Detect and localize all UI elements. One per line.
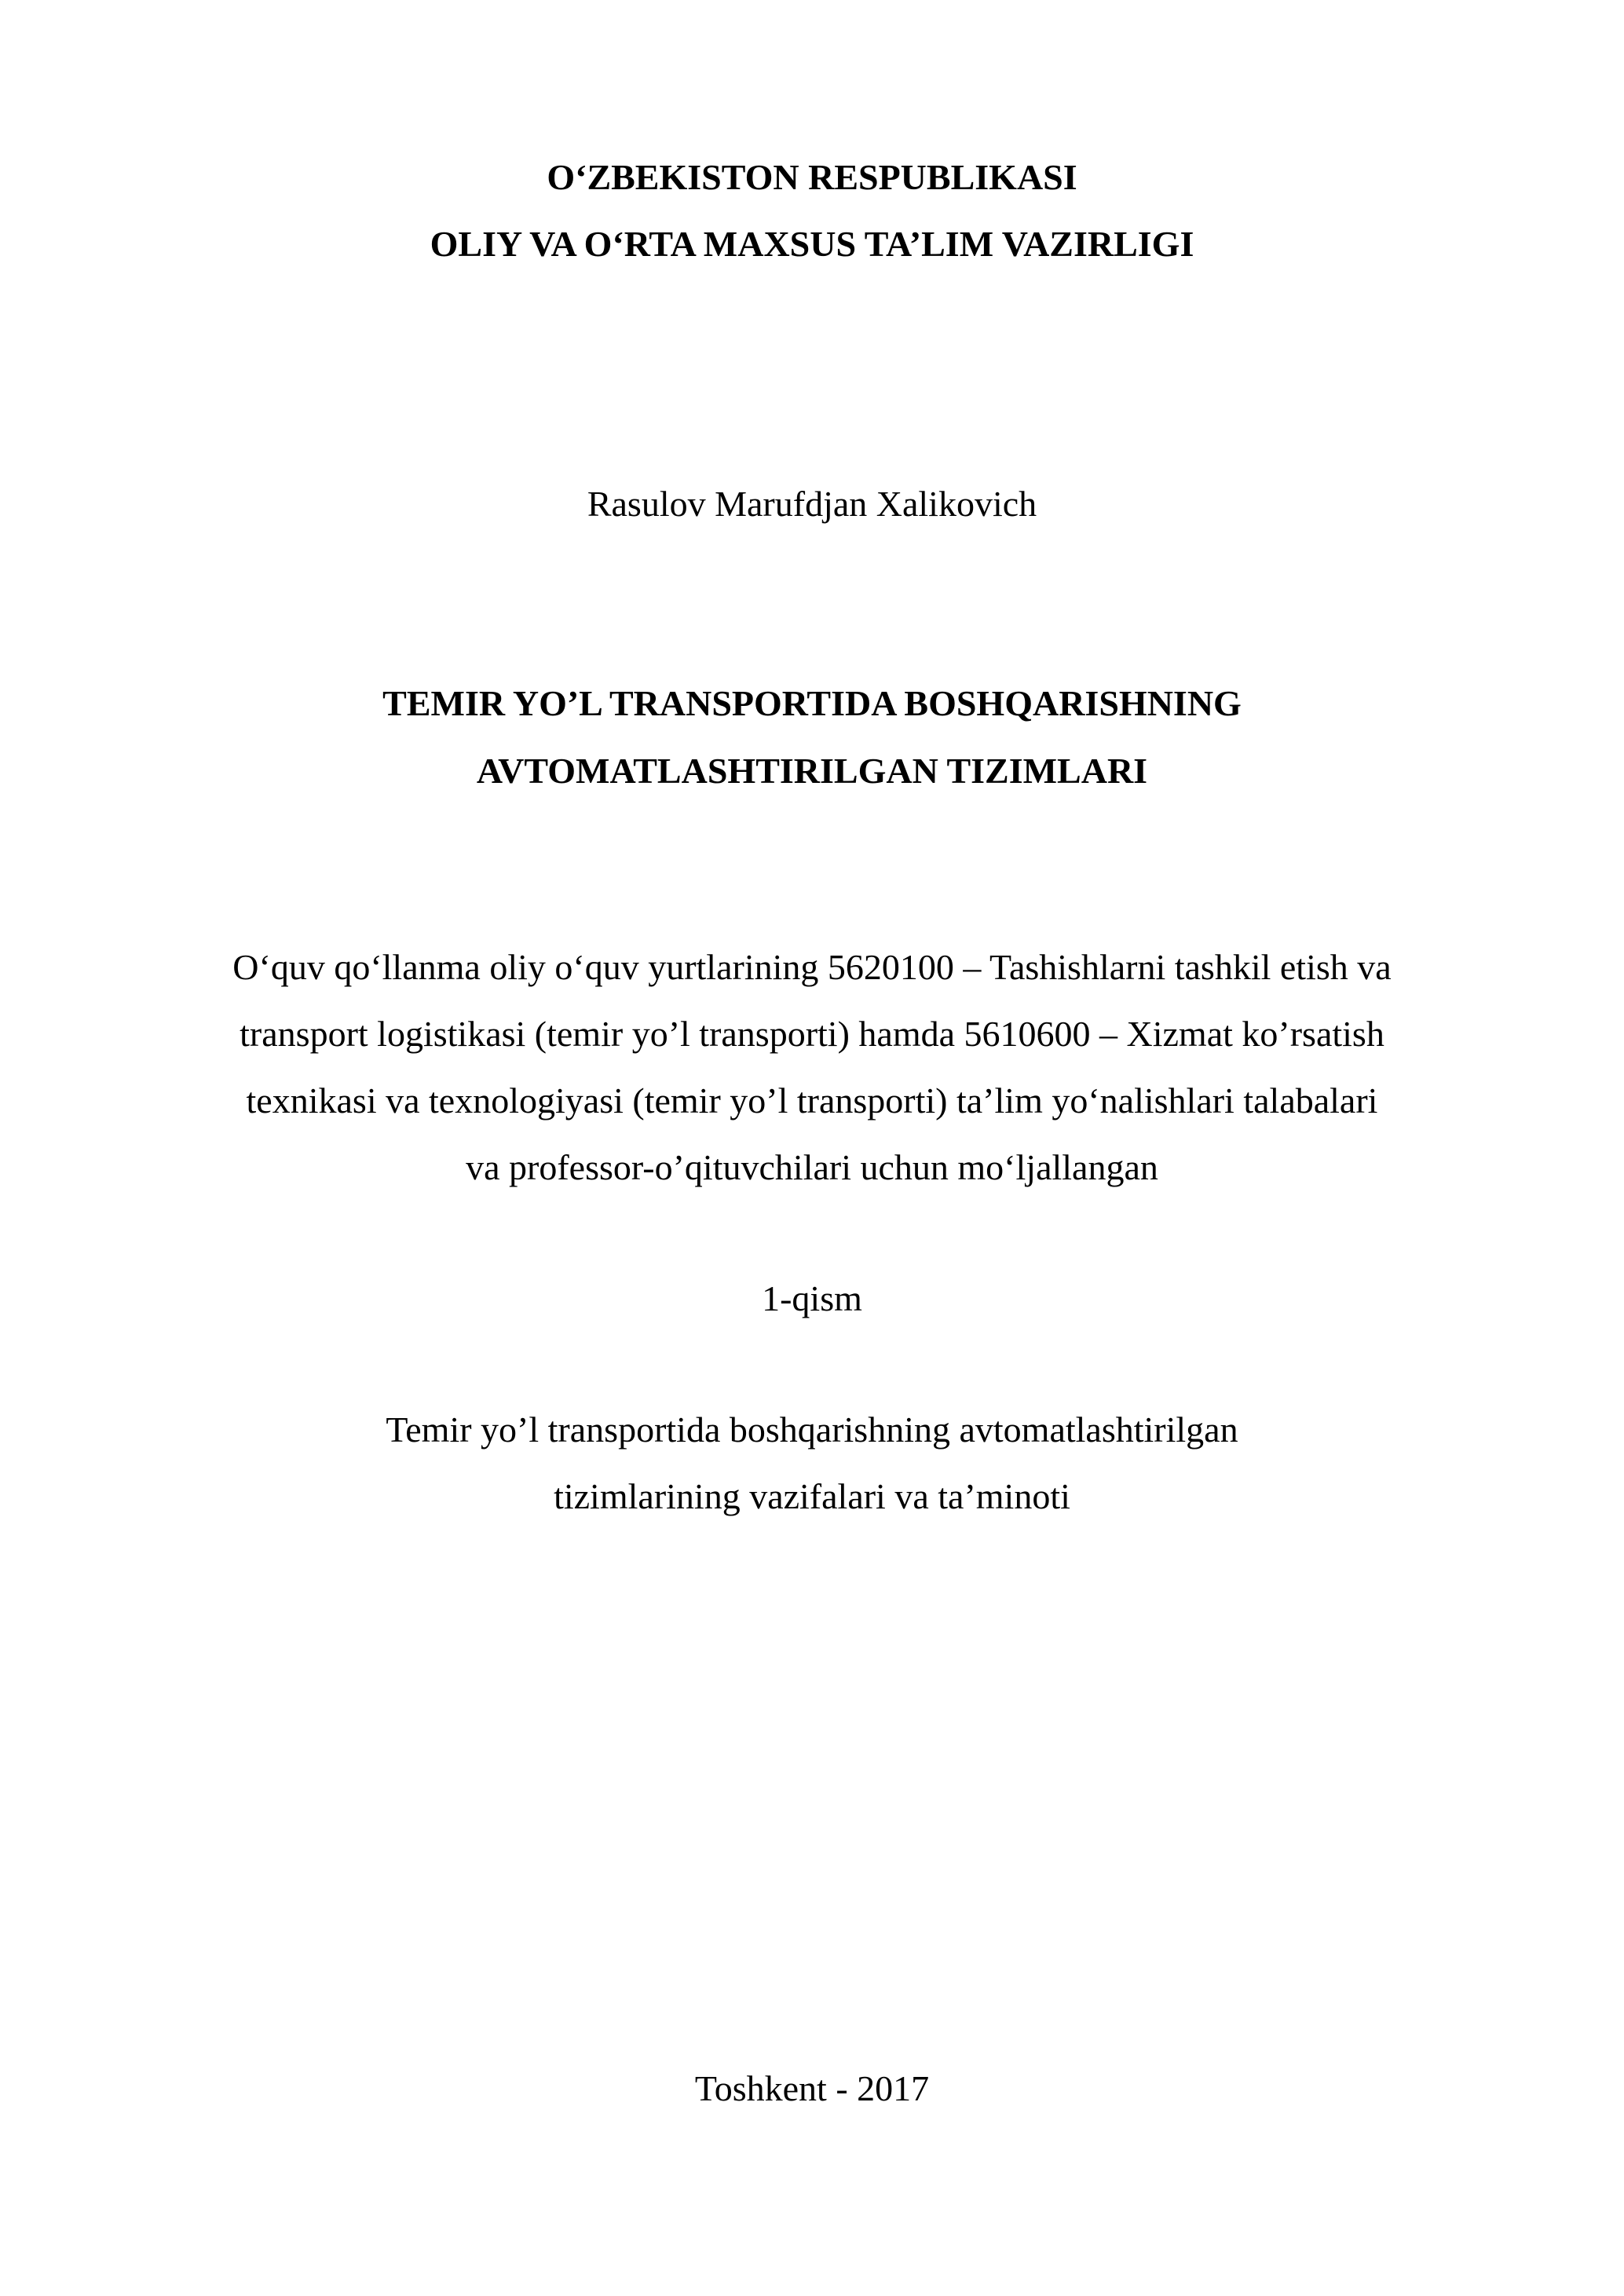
place-and-year: Toshkent - 2017 (694, 2068, 930, 2108)
part-number: 1-qism (762, 1278, 862, 1318)
book-title-line-2: AVTOMATLASHTIRILGAN TIZIMLARI (476, 751, 1148, 791)
book-title-line-1: TEMIR YO’L TRANSPORTIDA BOSHQARISHNING (382, 683, 1242, 723)
description-line-1: O‘quv qo‘llanma oliy o‘quv yurtlarining 5620100 – Tashishlarni tashkil etish va (232, 947, 1392, 987)
subtitle-line-2: tizimlarining vazifalari va ta’minoti (554, 1476, 1070, 1516)
ministry-header-line-1: O‘ZBEKISTON RESPUBLIKASI (547, 157, 1077, 197)
ministry-header-line-2: OLIY VA O‘RTA MAXSUS TA’LIM VAZIRLIGI (430, 224, 1194, 264)
subtitle-line-1: Temir yo’l transportida boshqarishning avtomatlashtirilgan (386, 1409, 1238, 1450)
description-line-4: va professor-o’qituvchilari uchun mo‘ljallangan (466, 1147, 1158, 1187)
description-line-2: transport logistikasi (temir yo’l transporti) hamda 5610600 – Xizmat ko’rsatish (240, 1014, 1384, 1054)
description-line-3: texnikasi va texnologiyasi (temir yo’l transporti) ta’lim yo‘nalishlari talabalari (246, 1080, 1378, 1121)
author-name: Rasulov Marufdjan Xalikovich (587, 484, 1037, 524)
